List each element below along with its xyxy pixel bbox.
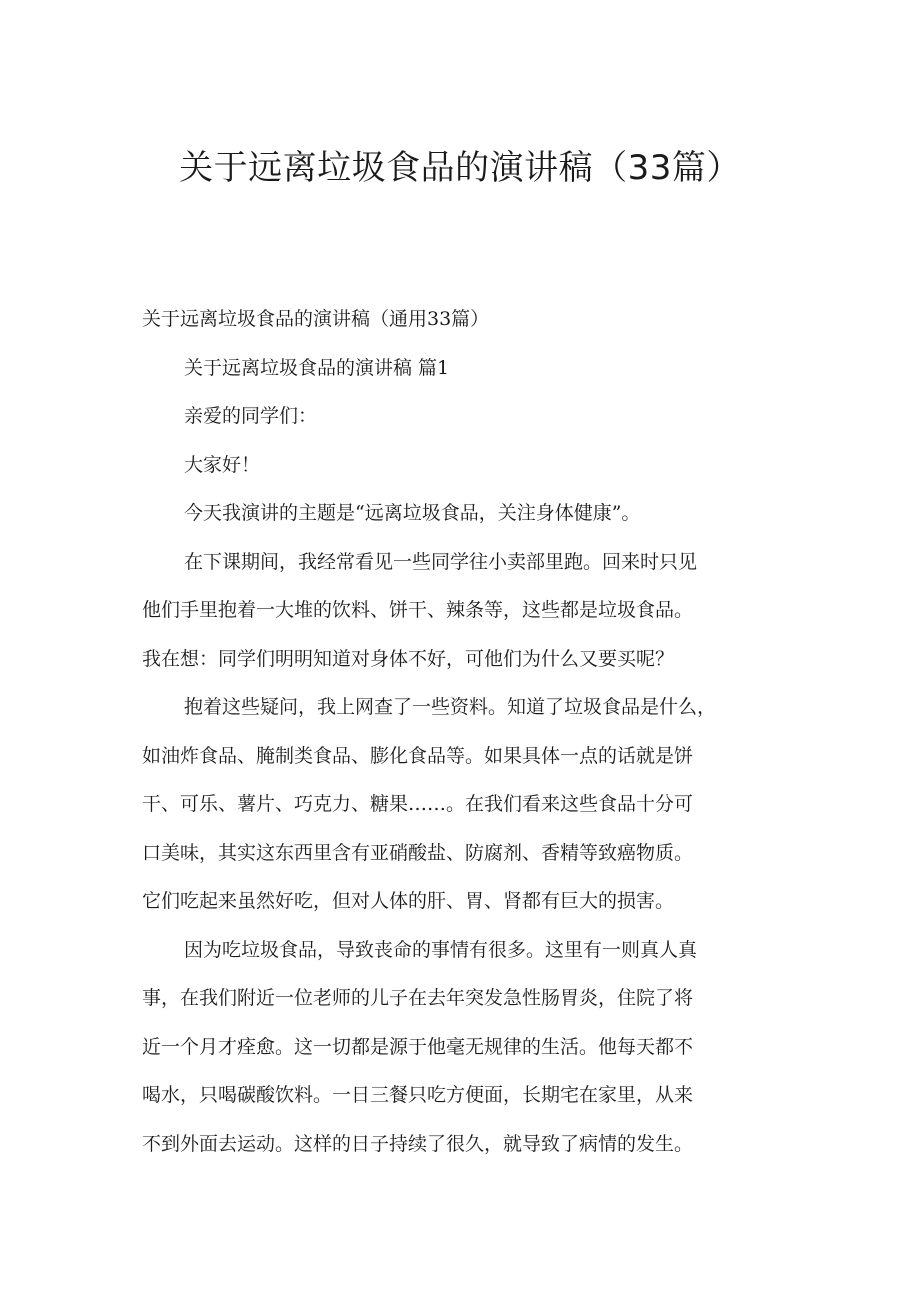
text-line: 干、可乐、薯片、巧克力、糖果……。在我们看来这些食品十分可 — [142, 793, 694, 815]
text-line: 关于远离垃圾食品的演讲稿 篇1 — [184, 356, 450, 379]
text-line: 他们手里抱着一大堆的饮料、饼干、辣条等，这些都是垃圾食品。 — [142, 599, 694, 621]
text-line: 大家好！ — [184, 453, 261, 476]
text-line: 它们吃起来虽然好吃，但对人体的肝、胃、肾都有巨大的损害。 — [142, 890, 675, 912]
text-line: 亲爱的同学们： — [184, 405, 318, 427]
document-body — [142, 295, 792, 1168]
text-line: 近一个月才痊愈。这一切都是源于他毫无规律的生活。他每天都不 — [142, 1035, 694, 1058]
text-line: 如油炸食品、腌制类食品、膨化食品等。如果具体一点的话就是饼 — [142, 744, 694, 767]
text-line: 事，在我们附近一位老师的儿子在去年突发急性肠胃炎，住院了将 — [142, 987, 694, 1009]
document-title: 关于远离垃圾食品的演讲稿（33篇） — [179, 148, 741, 188]
text-line: 不到外面去运动。这样的日子持续了很久，就导致了病情的发生。 — [142, 1132, 694, 1155]
text-line: 口美味，其实这东西里含有亚硝酸盐、防腐剂、香精等致癌物质。 — [142, 841, 694, 864]
text-line: 抱着这些疑问，我上网查了一些资料。知道了垃圾食品是什么， — [184, 696, 717, 718]
text-line: 我在想：同学们明明知道对身体不好，可他们为什么又要买呢？ — [142, 647, 675, 670]
text-line: 因为吃垃圾食品，导致丧命的事情有很多。这里有一则真人真 — [184, 938, 698, 961]
text-line: 关于远离垃圾食品的演讲稿（通用33篇） — [142, 308, 490, 330]
text-line: 在下课期间，我经常看见一些同学往小卖部里跑。回来时只见 — [184, 550, 698, 573]
text-line: 喝水，只喝碳酸饮料。一日三餐只吃方便面，长期宅在家里，从来 — [142, 1084, 694, 1106]
text-line: 今天我演讲的主题是“远离垃圾食品，关注身体健康”。 — [184, 502, 641, 524]
